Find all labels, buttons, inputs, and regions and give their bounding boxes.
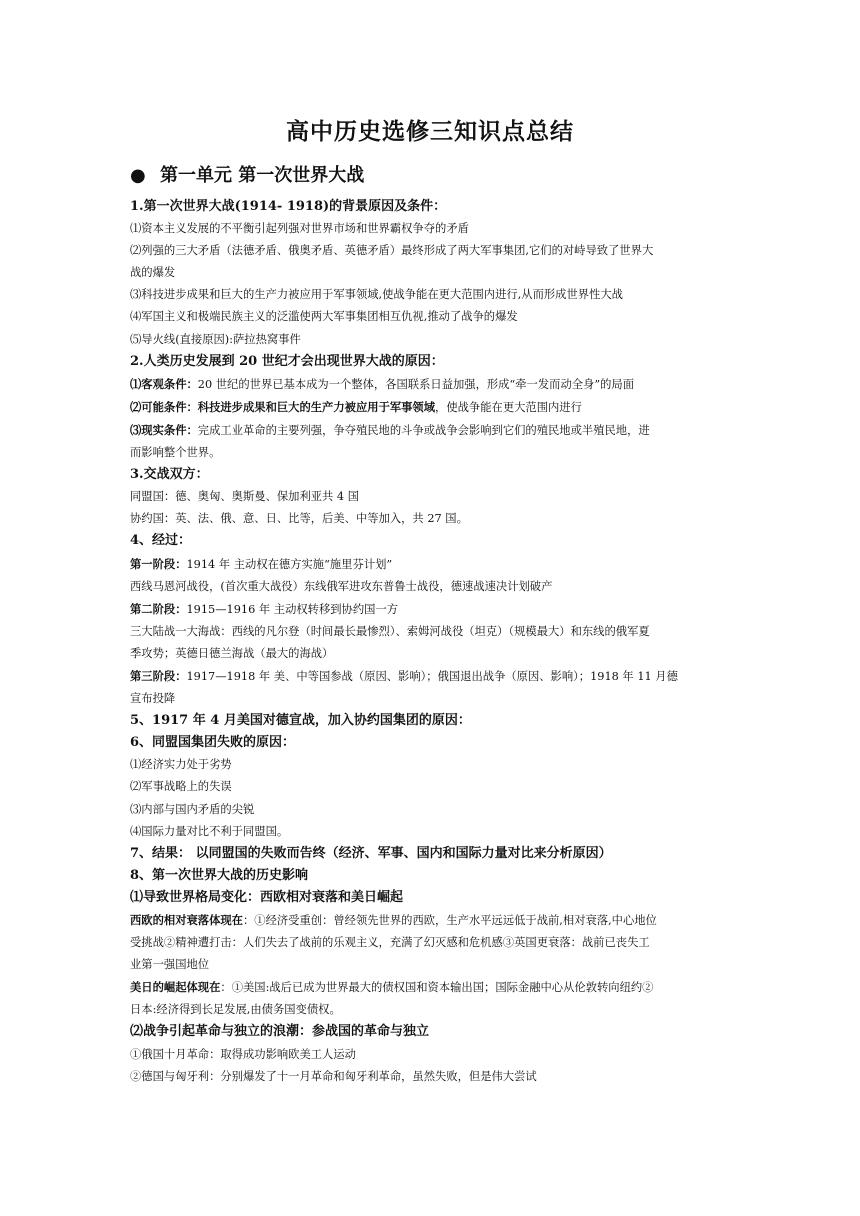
text-run: ⑷军国主义和极端民族主义的泛滥使两大军事集团相互仇视,推动了战争的爆发 <box>130 310 518 324</box>
text-line <box>130 799 732 821</box>
text-line <box>130 419 732 442</box>
text-line <box>130 821 732 843</box>
document-title: 高中历史选修三知识点总结 <box>286 119 574 145</box>
text-run: ：参战国的革命与独立 <box>299 1024 430 1040</box>
text-line <box>130 262 732 284</box>
bold-text: ⑵可能条件：科技进步成果和巨大的生产力被应用于军事领域 <box>130 399 436 414</box>
text-run: ：①美国:战后已成为世界最大的债权国和资本输出国；国际金融中心从伦敦转向纽约② <box>220 981 654 995</box>
text-run: 以同盟国的失败而告终（经济、军事、国内和国际力量对比来分析原因） <box>191 845 612 861</box>
bold-text: 第二阶段： <box>130 601 187 616</box>
text-run: 5、1917 年 4 月美国对德宣战，加入协约国集团的原因： <box>130 713 471 729</box>
text-line <box>130 909 732 932</box>
text-run: ⑶科技进步成果和巨大的生产力被应用于军事领域,使战争能在更大范围内进行,从而形成世界性大战 <box>130 288 623 302</box>
section-heading <box>130 530 732 552</box>
text-run: ，使战争能在更大范围内进行 <box>435 400 582 414</box>
text-line <box>130 329 732 351</box>
text-line <box>130 373 732 396</box>
section-heading <box>130 865 732 887</box>
text-run: ： <box>195 467 209 483</box>
text-run: 1914 年 主动权在德方实施“施里芬计划” <box>186 557 393 571</box>
text-run: 战的爆发 <box>130 266 176 280</box>
text-line <box>130 486 732 508</box>
text-line <box>130 598 732 621</box>
text-run: 宣布投降 <box>130 692 176 706</box>
text-line <box>130 932 732 954</box>
section-heading <box>130 710 732 732</box>
text-run: ②德国与匈牙利：分别爆发了十一月革命和匈牙利革命，虽然失败，但是伟大尝试 <box>130 1069 537 1083</box>
text-line <box>130 576 732 598</box>
unit-heading <box>130 161 364 187</box>
bold-text: 美日的崛起体现在 <box>130 980 221 995</box>
bold-text: 第一阶段： <box>130 556 187 571</box>
text-run: 20 世纪的世界已基本成为一个整体，各国联系日益加强，形成“牵一发而动全身”的局面 <box>197 377 635 391</box>
text-run: 协约国：英、法、俄、意、日、比等，后美、中等加入，共 27 国。 <box>130 512 468 526</box>
text-line <box>130 306 732 328</box>
text-run: ：①经济受重创：曾经领先世界的西欧，生产水平远远低于战前,相对衰落,中心地位 <box>242 914 657 927</box>
bold-text: 7、结果： <box>130 845 192 861</box>
text-line <box>130 754 732 776</box>
text-line <box>130 240 732 262</box>
text-run: 1915—1916 年 主动权转移到协约国一方 <box>186 602 399 616</box>
bullet-icon: ● <box>130 165 146 186</box>
text-run: 6、同盟国集团失败的原因： <box>130 735 296 751</box>
bold-text: ⑴客观条件： <box>130 376 198 391</box>
section-heading <box>130 1021 732 1043</box>
bold-text: 第三阶段： <box>130 668 187 683</box>
unit-heading-text: 第一单元 第一次世界大战 <box>160 165 365 186</box>
text-run: ⑴资本主义发展的不平衡引起列强对世界市场和世界霸权争夺的矛盾 <box>130 222 469 236</box>
text-run: 季攻势；英德日德兰海战（最大的海战） <box>130 646 334 660</box>
bold-text: ⑶现实条件： <box>130 422 198 437</box>
text-run: 受挑战②精神遭打击：人们失去了战前的乐观主义，充满了幻灭感和危机感③英国更衰落：战前已丧失工 <box>130 936 650 950</box>
text-line <box>130 1066 732 1088</box>
text-line <box>130 396 732 419</box>
text-run: 2.人类历史发展到 20 世纪才会出现世界大战的原因： <box>130 353 444 369</box>
text-run: ⑶内部与国内矛盾的尖锐 <box>130 802 255 816</box>
text-line <box>130 643 732 665</box>
text-line <box>130 1044 732 1066</box>
text-run: 业第一强国地位 <box>130 958 210 972</box>
text-line <box>130 688 732 710</box>
text-line <box>130 508 732 530</box>
bold-text: 西欧的相对衰落体现在 <box>130 913 243 927</box>
text-run: ⑷国际力量对比不利于同盟国。 <box>130 824 289 838</box>
text-line <box>130 284 732 306</box>
text-run: ⑵列强的三大矛盾（法德矛盾、俄奥矛盾、英德矛盾）最终形成了两大军事集团,它们的对峙导致了世界大 <box>130 244 654 258</box>
text-run: 1.第一次世界大战(1914- 1918)的背景原因及条件： <box>130 199 447 214</box>
section-heading <box>130 464 732 486</box>
bold-text: ⑵战争引起革命与独立的浪潮 <box>130 1024 300 1040</box>
text-run: 4、经过： <box>130 533 192 549</box>
section-heading <box>130 351 732 373</box>
text-line <box>130 621 732 643</box>
text-line <box>130 218 732 240</box>
bold-text: ⑴导致世界格局变化 <box>130 889 248 905</box>
document-body <box>130 196 732 1088</box>
text-run: ①俄国十月革命：取得成功影响欧美工人运动 <box>130 1047 356 1061</box>
section-heading <box>130 887 732 909</box>
text-run: 而影响整个世界。 <box>130 446 221 460</box>
section-heading <box>130 732 732 754</box>
section-heading <box>130 843 732 865</box>
text-run: 日本:经济得到长足发展,由债务国变债权。 <box>130 1003 341 1017</box>
text-line <box>130 954 732 976</box>
text-run: ⑵军事战略上的失误 <box>130 780 232 794</box>
text-run: ⑸导火线(直接原因):萨拉热窝事件 <box>130 332 301 346</box>
text-run: 1917—1918 年 美、中等国参战（原因、影响）；俄国退出战争（原因、影响）；1918 年 11 月德 <box>186 669 678 683</box>
bold-text: 3.交战双方 <box>130 467 196 483</box>
text-run: 同盟国：德、奥匈、奥斯曼、保加利亚共 4 国 <box>130 490 360 504</box>
text-run: 8、第一次世界大战的历史影响 <box>130 867 309 883</box>
text-line <box>130 665 732 688</box>
text-line <box>130 999 732 1021</box>
text-run: 西线马恩河战役，(首次重大战役）东线俄军进攻东普鲁士战役，德速战速决计划破产 <box>130 579 553 593</box>
text-line <box>130 553 732 576</box>
text-line <box>130 976 732 999</box>
text-run: ：西欧相对衰落和美日崛起 <box>247 889 404 905</box>
text-run: 完成工业革命的主要列强，争夺殖民地的斗争或战争会影响到它们的殖民地或半殖民地，进 <box>197 423 650 437</box>
text-line <box>130 442 732 464</box>
text-line <box>130 776 732 798</box>
section-heading <box>130 196 732 218</box>
text-run: ⑴经济实力处于劣势 <box>130 758 232 772</box>
text-run: 三大陆战一大海战：西线的凡尔登（时间最长最惨烈）、索姆河战役（坦克）（规模最大）和东线的俄军夏 <box>130 624 650 638</box>
